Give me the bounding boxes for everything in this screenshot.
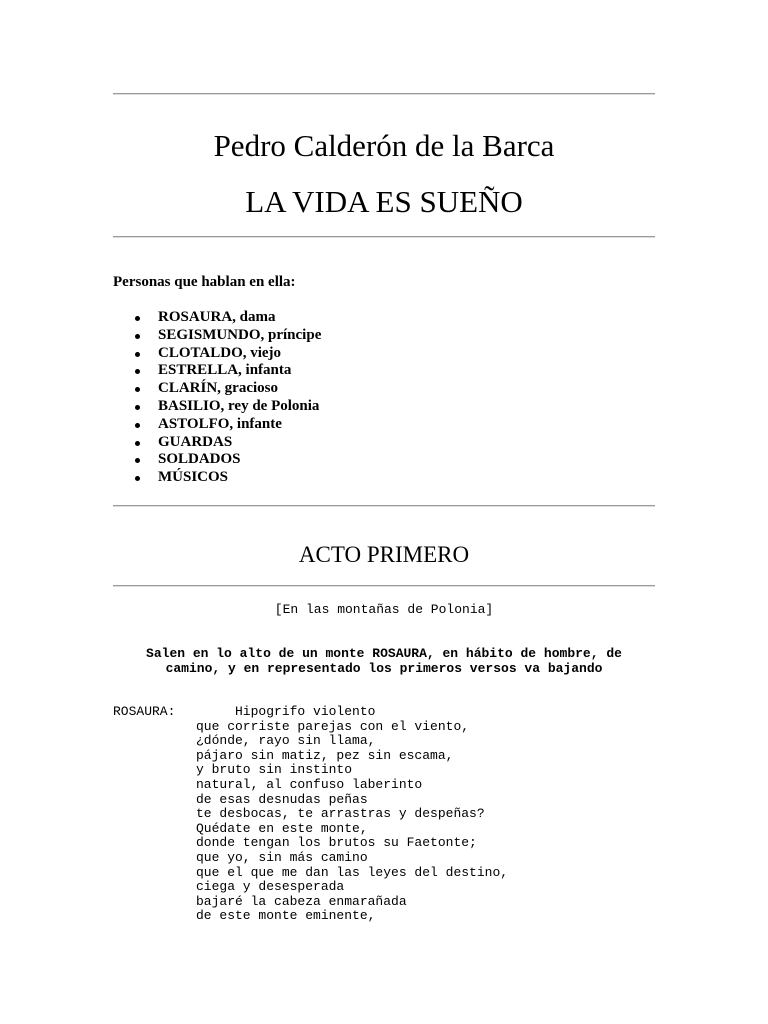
setting-note: [En las montañas de Polonia]	[274, 602, 494, 617]
verse-line: de este monte eminente,	[196, 908, 376, 924]
verse-list	[196, 705, 508, 924]
stage-direction-line: Salen en lo alto de un monte ROSAURA, en hábito de hombre, de	[146, 646, 622, 661]
bullet-icon	[135, 423, 140, 428]
speaker-name: ROSAURA:	[113, 704, 176, 719]
cast-item-label: BASILIO, rey de Polonia	[158, 397, 320, 414]
personas-heading: Personas que hablan en ella:	[113, 274, 296, 290]
verse-line: ¿dónde, rayo sin llama,	[196, 733, 376, 749]
bullet-icon	[135, 405, 140, 410]
play-title: LA VIDA ES SUEÑO	[245, 184, 523, 219]
bullet-icon	[135, 387, 140, 392]
verse-line: te desbocas, te arrastras y despeñas?	[196, 806, 485, 822]
cast-item-label: CLARÍN, gracioso	[158, 380, 278, 397]
cast-item	[113, 469, 321, 487]
verse-line: que el que me dan las leyes del destino,	[196, 864, 509, 880]
cast-item-label: SOLDADOS	[158, 451, 241, 468]
stage-direction	[0, 646, 768, 676]
verse-line: de esas desnudas peñas	[196, 791, 368, 807]
verse-line: bajaré la cabeza enmarañada	[196, 893, 407, 909]
cast-item	[113, 451, 321, 469]
verse-line: pájaro sin matiz, pez sin escama,	[196, 747, 454, 763]
cast-item	[113, 434, 321, 452]
cast-item	[113, 416, 321, 434]
verse-line: donde tengan los brutos su Faetonte;	[196, 835, 477, 851]
bullet-icon	[135, 476, 140, 481]
stage-direction-line: camino, y en representado los primeros versos va bajando	[165, 661, 603, 676]
verse-line: natural, al confuso laberinto	[196, 776, 423, 792]
cast-item	[113, 380, 321, 398]
cast-item-label: MÚSICOS	[158, 469, 229, 486]
bullet-icon	[135, 441, 140, 446]
verse-line: que yo, sin más camino	[196, 849, 368, 865]
cast-list	[113, 309, 321, 487]
cast-item-label: ESTRELLA, infanta	[158, 362, 292, 379]
cast-item-label: ROSAURA, dama	[158, 309, 276, 325]
cast-divider	[113, 505, 655, 507]
act-divider	[113, 585, 655, 587]
cast-item-label: GUARDAS	[158, 433, 233, 450]
verse-line: ciega y desesperada	[196, 879, 345, 895]
cast-item-label: ASTOLFO, infante	[158, 415, 282, 432]
cast-item-label: CLOTALDO, viejo	[158, 344, 282, 361]
verse-line: y bruto sin instinto	[196, 762, 353, 778]
act-title: ACTO PRIMERO	[298, 542, 470, 567]
author-name: Pedro Calderón de la Barca	[213, 128, 555, 163]
bullet-icon	[135, 352, 140, 357]
bullet-icon	[135, 369, 140, 374]
bullet-icon	[135, 316, 140, 321]
cast-item	[113, 327, 321, 345]
cast-item-label: SEGISMUNDO, príncipe	[158, 326, 322, 343]
top-divider	[113, 93, 655, 95]
cast-item	[113, 345, 321, 363]
bullet-icon	[135, 458, 140, 463]
verse-line: que corriste parejas con el viento,	[196, 718, 470, 734]
cast-item	[113, 398, 321, 416]
bullet-icon	[135, 334, 140, 339]
cast-item	[113, 362, 321, 380]
title-divider	[113, 236, 655, 238]
cast-item	[113, 309, 321, 327]
verse-line: Quédate en este monte,	[196, 820, 368, 836]
verse-line: Hipogrifo violento	[196, 704, 376, 719]
